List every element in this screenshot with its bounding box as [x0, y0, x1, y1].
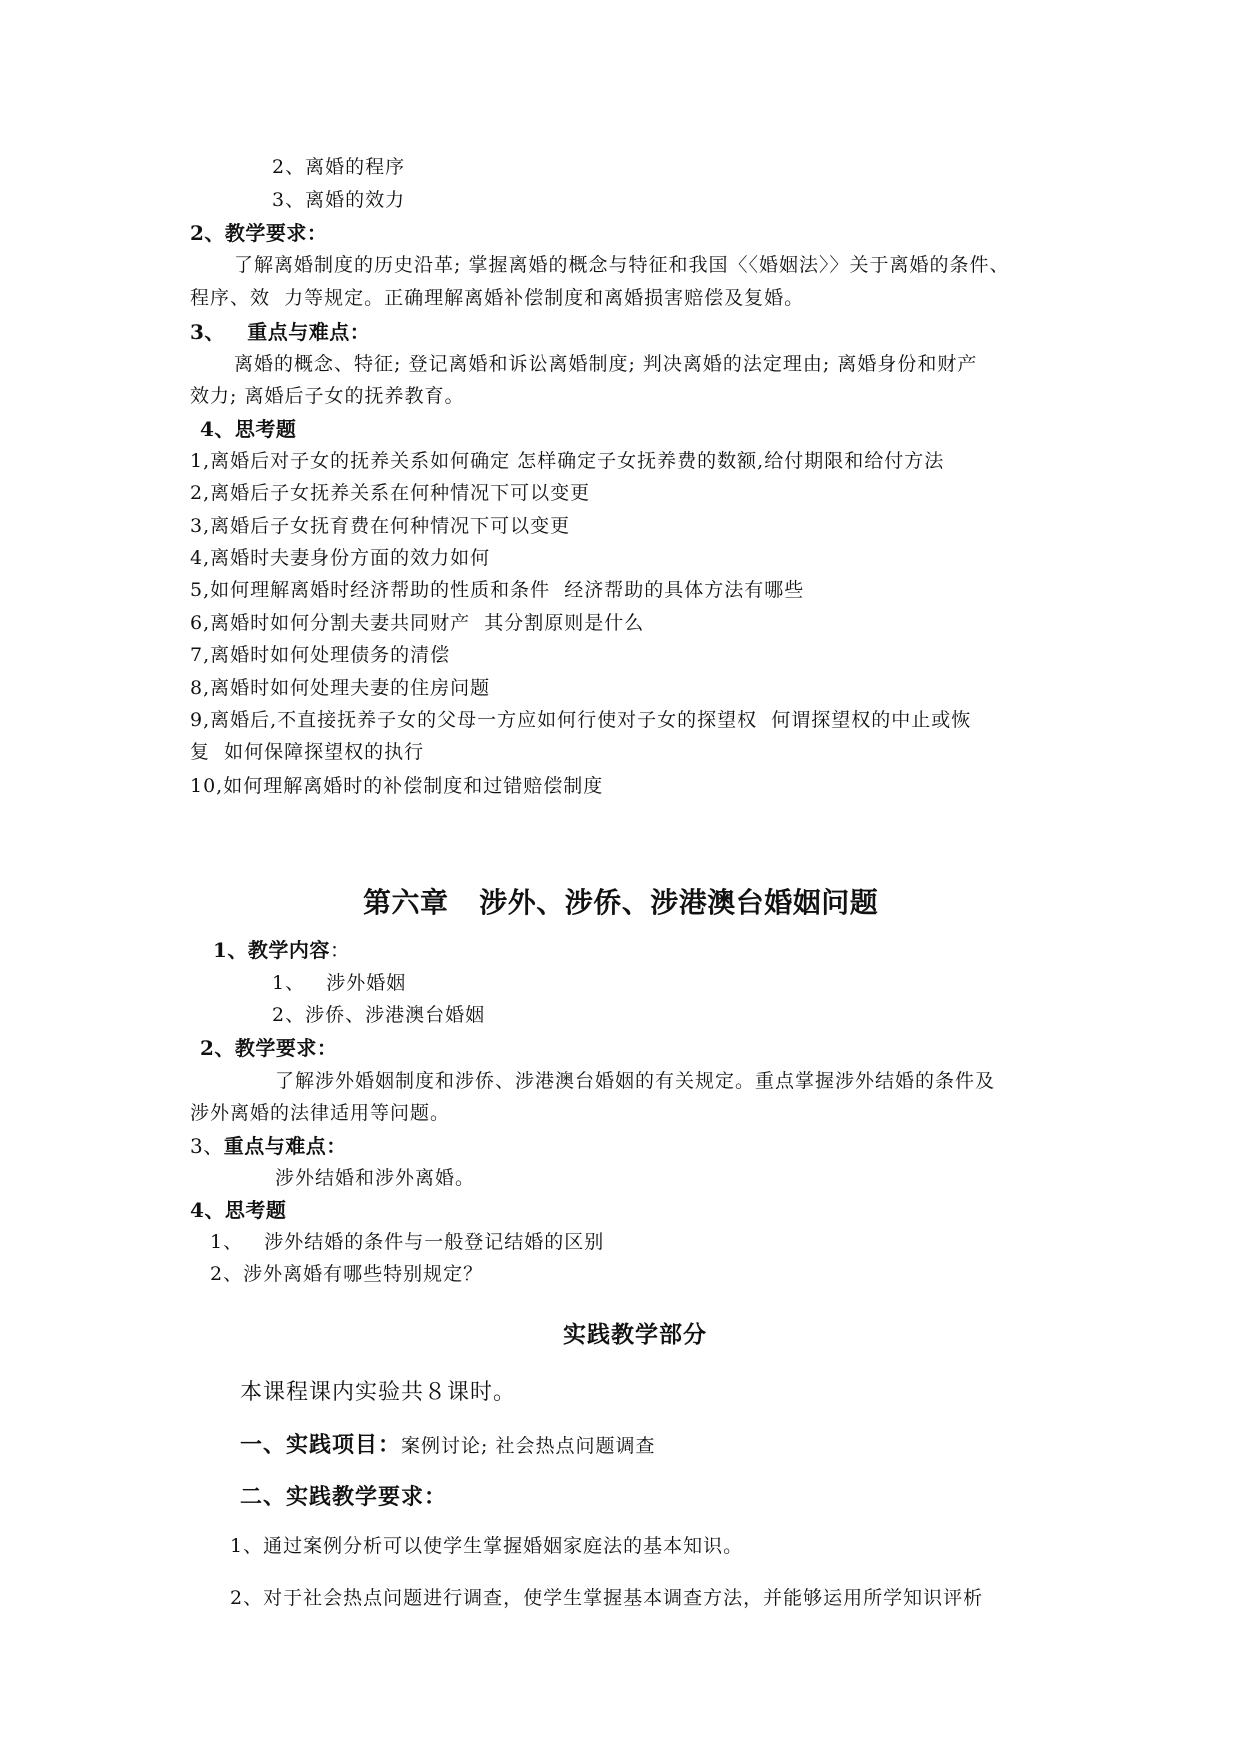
- practice-projects-text: 案例讨论; 社会热点问题调查: [401, 1435, 656, 1457]
- section-heading-questions: 4、思考题: [200, 417, 297, 441]
- practice-requirements-heading: 二、实践教学要求：: [240, 1484, 448, 1510]
- content-item: 1、 涉外婚姻: [272, 972, 407, 994]
- paragraph-line: 涉外离婚的法律适用等问题。: [190, 1102, 451, 1124]
- practice-projects: [240, 1429, 655, 1462]
- practice-requirement-item: 2、对于社会热点问题进行调查，使学生掌握基本调查方法，并能够运用所学知识评析: [230, 1587, 984, 1609]
- content-item: 2、涉侨、涉港澳台婚姻: [272, 1004, 486, 1026]
- practice-requirement-item: 1、通过案例分析可以使学生掌握婚姻家庭法的基本知识。: [230, 1535, 744, 1557]
- section-heading-key-points: [190, 1132, 347, 1160]
- question-item-continuation: 复 如何保障探望权的执行: [190, 741, 425, 763]
- section-heading-requirements: 2、教学要求：: [190, 221, 328, 245]
- question-item: 2、涉外离婚有哪些特别规定？: [210, 1263, 484, 1285]
- paragraph-line: 了解离婚制度的历史沿革; 掌握离婚的概念与特征和我国〈〈婚姻法〉〉关于离婚的条件、: [234, 254, 1010, 276]
- question-item: 7,离婚时如何处理债务的清偿: [190, 644, 451, 666]
- content-item: 3、离婚的效力: [272, 189, 406, 211]
- question-item: 6,离婚时如何分割夫妻共同财产 其分割原则是什么: [190, 612, 645, 634]
- paragraph-line: 了解涉外婚姻制度和涉侨、涉港澳台婚姻的有关规定。重点掌握涉外结婚的条件及: [275, 1070, 996, 1092]
- question-item: 2,离婚后子女抚养关系在何种情况下可以变更: [190, 482, 591, 504]
- question-item: 9,离婚后,不直接抚养子女的父母一方应如何行使对子女的探望权 何谓探望权的中止或恢: [190, 709, 972, 731]
- paragraph-line: 效力; 离婚后子女的抚养教育。: [190, 385, 465, 407]
- course-hours-note: 本课程课内实验共８课时。: [240, 1380, 517, 1405]
- section-heading-content: [213, 936, 350, 964]
- section-number: 3、: [190, 1134, 224, 1158]
- question-item: 4,离婚时夫妻身份方面的效力如何: [190, 547, 491, 569]
- practice-projects-heading: 一、实践项目：: [240, 1432, 402, 1458]
- section-heading-key-points: 3、 重点与难点：: [190, 320, 371, 344]
- question-item: 5,如何理解离婚时经济帮助的性质和条件 经济帮助的具体方法有哪些: [190, 579, 805, 601]
- chapter-title: 第六章 涉外、涉侨、涉港澳台婚姻问题: [363, 886, 879, 919]
- content-item: 2、离婚的程序: [272, 156, 406, 178]
- paragraph-line: 涉外结婚和涉外离婚。: [275, 1167, 476, 1189]
- section-heading-colon: ：: [329, 938, 351, 962]
- section-heading-label: 1、教学内容: [213, 938, 330, 962]
- practice-section-title: 实践教学部分: [563, 1321, 707, 1348]
- paragraph-line: 程序、效 力等规定。正确理解离婚补偿制度和离婚损害赔偿及复婚。: [190, 287, 805, 309]
- question-item: 1、 涉外结婚的条件与一般登记结婚的区别: [210, 1231, 605, 1253]
- question-item: 1,离婚后对子女的抚养关系如何确定 怎样确定子女抚养费的数额,给付期限和给付方法: [190, 450, 945, 472]
- paragraph-line: 离婚的概念、特征; 登记离婚和诉讼离婚制度; 判决离婚的法定理由; 离婚身份和财产: [234, 353, 978, 375]
- question-item: 8,离婚时如何处理夫妻的住房问题: [190, 677, 491, 699]
- question-item: 3,离婚后子女抚育费在何种情况下可以变更: [190, 515, 571, 537]
- section-heading-label: 重点与难点：: [223, 1134, 347, 1158]
- section-heading-requirements: 2、教学要求：: [200, 1036, 338, 1060]
- section-heading-questions: 4、思考题: [190, 1198, 287, 1222]
- question-item: 10,如何理解离婚时的补偿制度和过错赔偿制度: [190, 775, 604, 797]
